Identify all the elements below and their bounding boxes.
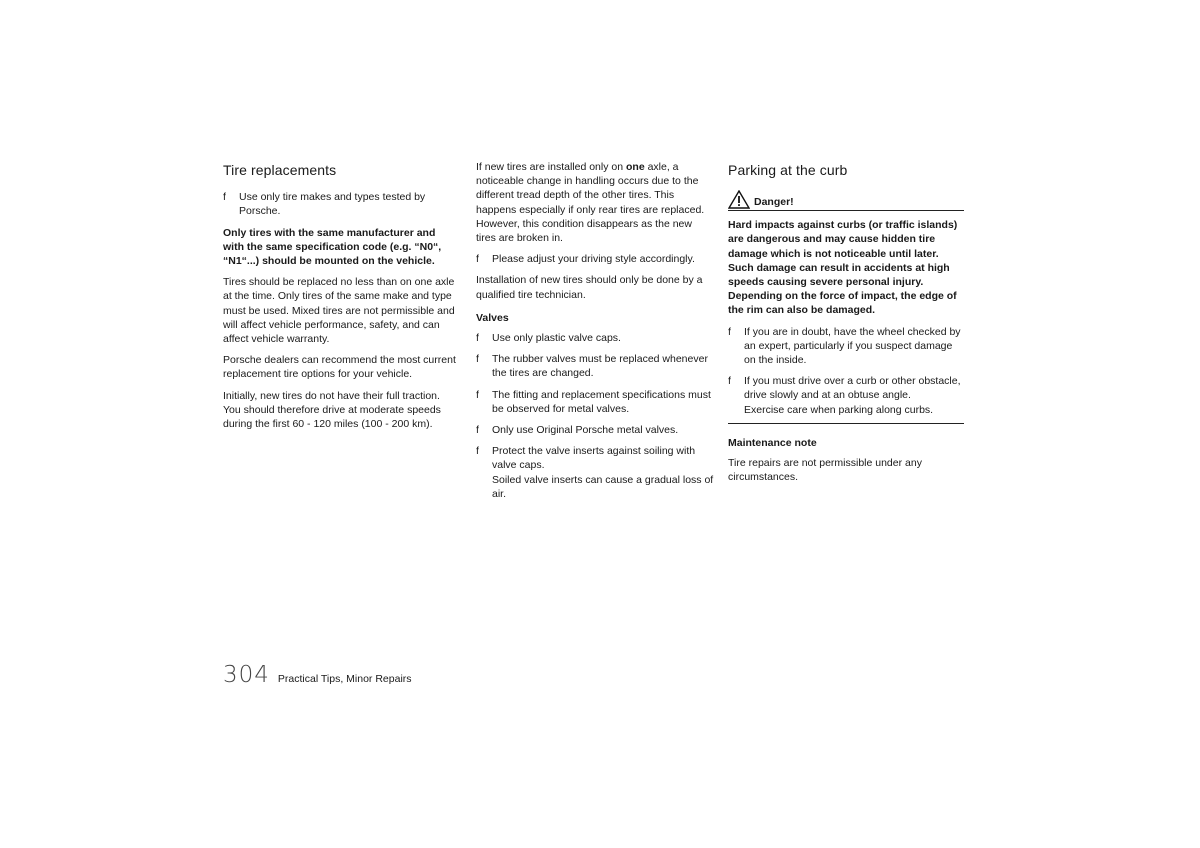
page-footer	[223, 662, 412, 688]
column-new-tires	[476, 160, 714, 508]
danger-label: Danger!	[754, 196, 794, 208]
list-item-text: The fitting and replacement specifications must be observed for metal valves.	[492, 388, 711, 415]
maintenance-heading: Maintenance note	[728, 436, 817, 449]
list-item-text: If you are in doubt, have the wheel checked by an expert, particularly if you suspect damage on the inside.	[744, 325, 961, 367]
bullet-marker: f	[476, 253, 479, 266]
danger-header	[728, 190, 964, 211]
list-item-text: The rubber valves must be replaced whenever the tires are changed.	[492, 353, 708, 380]
bold-note: Only tires with the same manufacturer and with the same specification code (e.g. “N0“, “N1“...) should be mounted on the vehicle.	[223, 226, 442, 268]
emphasis-one: one	[626, 161, 645, 173]
list-item	[476, 444, 714, 501]
list-item	[728, 325, 964, 368]
bullet-marker: f	[476, 445, 479, 458]
list-item	[728, 374, 964, 417]
paragraph: Tires should be replaced no less than on one axle at the time. Only tires of the same make and type must be used. Mixed tires are not permissible and will affect vehicle performance, safety, and can affect vehicle warranty.	[223, 276, 455, 346]
column-parking-at-curb	[728, 160, 964, 491]
paragraph: Porsche dealers can recommend the most current replacement tire options for your vehicle.	[223, 354, 456, 381]
valves-heading: Valves	[476, 311, 509, 324]
list-item-text	[744, 374, 964, 417]
column-tire-replacements	[223, 160, 459, 438]
list-item-text: Use only plastic valve caps.	[492, 332, 621, 345]
section-title-parking: Parking at the curb	[728, 162, 848, 178]
bullet-marker: f	[728, 375, 731, 388]
warning-triangle-icon	[728, 190, 750, 209]
list-item-text: Please adjust your driving style accordingly.	[492, 253, 695, 266]
paragraph: Installation of new tires should only be done by a qualified tire technician.	[476, 274, 703, 301]
paragraph: Initially, new tires do not have their full traction. You should therefore drive at moderate speeds during the first 60 - 120 miles (100 - 200 km).	[223, 389, 441, 431]
bullet-marker: f	[476, 353, 479, 366]
text-run: axle, a noticeable change in handling occurs due to the different tread depth of the other tires. This happens especially if only rear tires are replaced. However, this condition disappears as the new tires are broken in.	[476, 161, 705, 245]
list-item	[476, 352, 714, 380]
section-title-tire-replacements: Tire replacements	[223, 162, 337, 178]
bullet-marker: f	[476, 424, 479, 437]
text-line: Protect the valve inserts against soiling with valve caps.	[492, 445, 696, 472]
list-item	[476, 331, 714, 345]
list-item	[476, 423, 714, 437]
bullet-marker: f	[476, 388, 479, 401]
list-item-text	[492, 444, 714, 501]
divider	[728, 423, 964, 424]
text-line: Soiled valve inserts can cause a gradual loss of air.	[492, 473, 714, 500]
list-item-text: Only use Original Porsche metal valves.	[492, 424, 679, 437]
list-item	[476, 388, 714, 416]
section-name: Practical Tips, Minor Repairs	[277, 673, 412, 685]
bullet-marker: f	[223, 191, 226, 204]
bullet-marker: f	[476, 332, 479, 345]
text-line: If you must drive over a curb or other obstacle, drive slowly and at an obtuse angle.	[744, 375, 961, 402]
paragraph	[476, 160, 714, 245]
list-item	[476, 252, 714, 266]
text-run: If new tires are installed only on	[476, 161, 626, 173]
text-line: Exercise care when parking along curbs.	[744, 403, 934, 416]
bullet-marker: f	[728, 325, 731, 338]
maintenance-text: Tire repairs are not permissible under any circumstances.	[728, 457, 922, 484]
page-number: 304	[223, 662, 270, 688]
list-item-text: Use only tire makes and types tested by Porsche.	[239, 191, 426, 218]
danger-text: Hard impacts against curbs (or traffic islands) are dangerous and may cause hidden tire damage which is not noticeable until later. Such damage can result in accidents at high speeds causing severe personal injury. Depending on the force of impact, the edge of the rim can also be damaged.	[728, 219, 958, 317]
list-item	[223, 190, 459, 218]
